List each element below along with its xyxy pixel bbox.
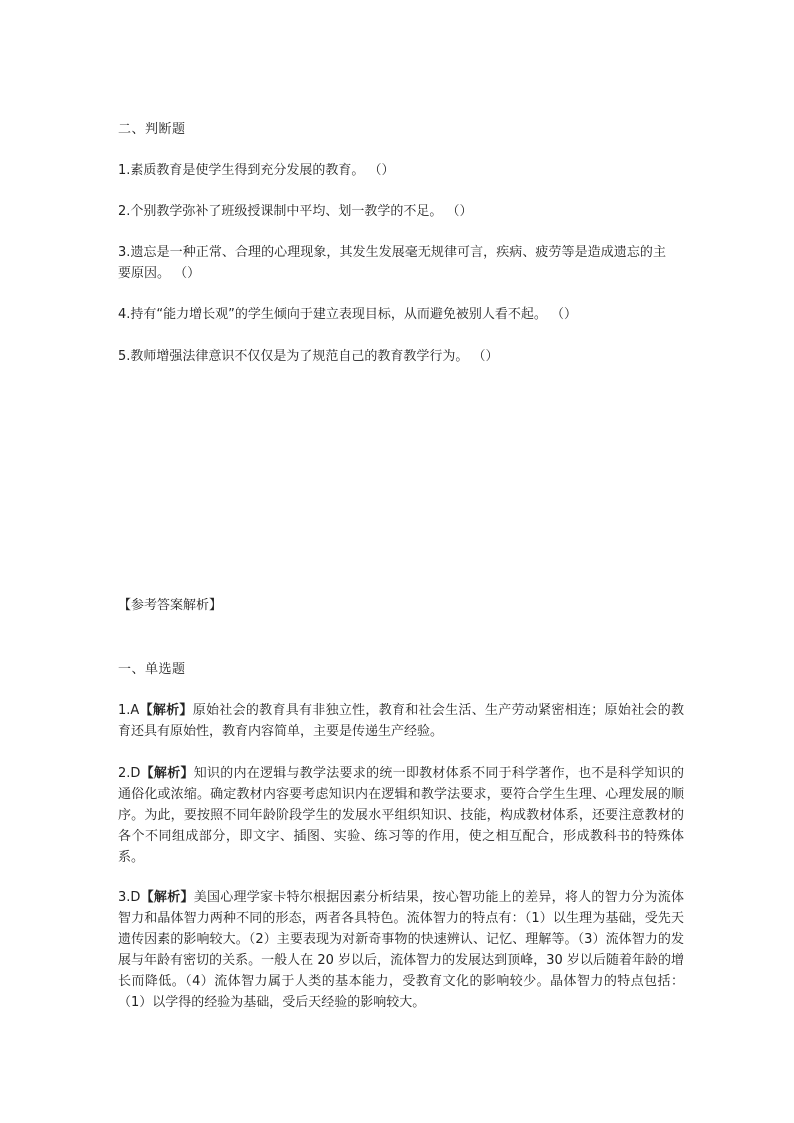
answer-prefix: 1.A (118, 703, 140, 718)
answer-text: 美国心理学家卡特尔根据因素分析结果，按心智功能上的差异，将人的智力分为流体智力和晶体智力两种不同的形态，两者各具特色。流体智力的特点有：（1）以生理为基础，受先天遗传因素的影响较大。（2）主要表现为对新奇事物的快速辨认、记忆、理解等。（3）流体智力的发展与年龄有密切的关系。一般人在 20 岁以后，流体智力的发展达到顶峰，30 岁以后随着年龄的增长而降低。（4）流体智力属于人类的基本能力，受教育文化的影响较少。晶体智力的特点包括：（1）以学得的经验为基础，受后天经验的影响较大。 (118, 890, 684, 1010)
answer-item-1 (118, 700, 684, 742)
answer-text: 原始社会的教育具有非独立性，教育和社会生活、生产劳动紧密相连；原始社会的教育还具有原始性，教育内容简单，主要是传递生产经验。 (118, 703, 684, 739)
judgment-item-1: 1.素质教育是使学生得到充分发展的教育。 （） (118, 163, 395, 178)
analysis-tag: 【解析】 (140, 766, 194, 781)
judgment-item-4: 4.持有“能力增长观”的学生倾向于建立表现目标，从而避免被别人看不起。 （） (118, 307, 578, 322)
answer-prefix: 2.D (118, 766, 141, 781)
answers-section-heading: 一、单选题 (118, 662, 186, 677)
analysis-tag: 【解析】 (140, 890, 194, 905)
answer-item-3 (118, 887, 684, 1013)
answer-item-2 (118, 763, 684, 868)
analysis-tag: 【解析】 (139, 703, 193, 718)
answer-text: 知识的内在逻辑与教学法要求的统一即教材体系不同于科学著作，也不是科学知识的通俗化或浓缩。确定教材内容要考虑知识内在逻辑和教学法要求，要符合学生生理、心理发展的顺序。为此，要按照不同年龄阶段学生的发展水平组织知识、技能，构成教材体系，还要注意教材的各个不同组成部分，即文字、插图、实验、练习等的作用，使之相互配合，形成教科书的特殊体系。 (118, 766, 684, 865)
judgment-item-5: 5.教师增强法律意识不仅仅是为了规范自己的教育教学行为。 （） (118, 349, 499, 364)
judgment-item-2: 2.个别教学弥补了班级授课制中平均、划一教学的不足。 （） (118, 204, 473, 219)
judgment-heading: 二、判断题 (118, 122, 186, 137)
answers-title: 【参考答案解析】 (118, 598, 223, 613)
answer-prefix: 3.D (118, 890, 141, 905)
judgment-item-3: 3.遗忘是一种正常、合理的心理现象，其发生发展毫无规律可言，疾病、疲劳等是造成遗忘的主要原因。 （） (118, 245, 666, 281)
